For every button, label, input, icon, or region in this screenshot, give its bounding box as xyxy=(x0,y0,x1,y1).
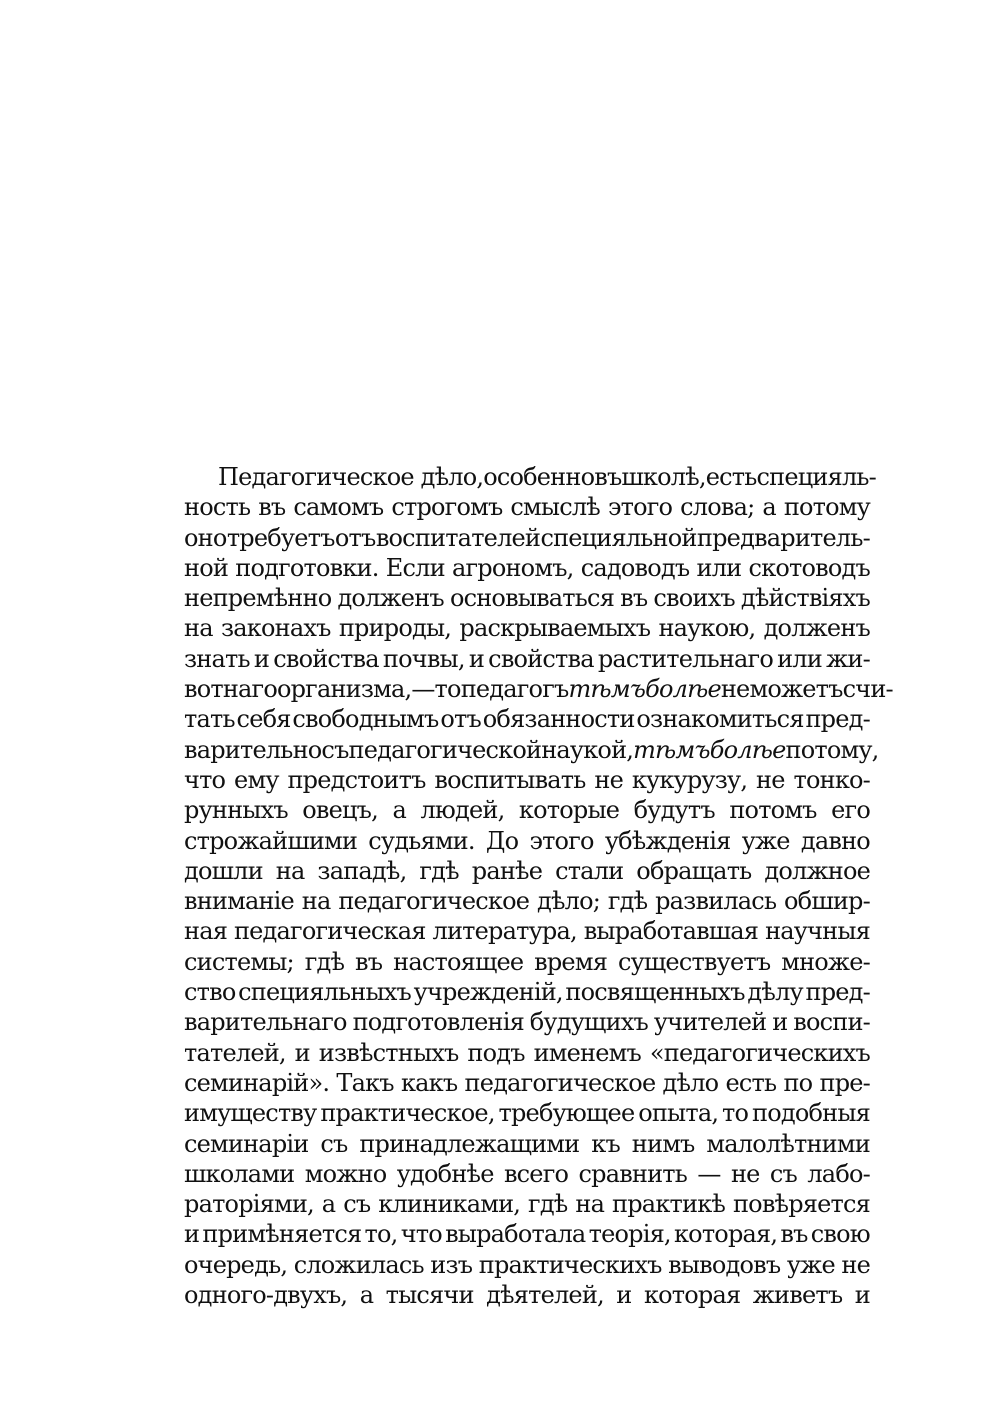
word: то, xyxy=(364,1220,398,1249)
word: отъ xyxy=(334,523,376,552)
word: есть xyxy=(725,1068,777,1097)
word: принадлежащими xyxy=(359,1129,580,1158)
word: непремѣнно xyxy=(184,584,332,613)
word: стали xyxy=(555,856,624,885)
word: пред- xyxy=(805,978,870,1007)
word: свободнымъ xyxy=(292,705,439,734)
word: именемъ xyxy=(533,1038,641,1067)
word: подобныя xyxy=(752,1099,870,1128)
word: пре- xyxy=(819,1068,870,1097)
word: съ xyxy=(769,1159,798,1188)
word: жи- xyxy=(826,644,870,673)
word: то xyxy=(722,1099,749,1128)
word: или xyxy=(696,553,742,582)
word: будутъ xyxy=(633,796,715,825)
word: Педагогическое дѣло, xyxy=(218,463,484,491)
word: особенно xyxy=(483,463,595,491)
word: учителей xyxy=(653,1008,767,1037)
word: убѣжденія xyxy=(604,826,731,855)
word: своихъ xyxy=(653,584,735,613)
word: предваритель- xyxy=(696,523,870,552)
word: свойства xyxy=(273,644,379,673)
text-line xyxy=(184,644,870,674)
word: этого xyxy=(529,826,594,855)
word: настоящее xyxy=(393,947,524,976)
word: — xyxy=(697,1159,721,1188)
word: подготовленія xyxy=(352,1008,524,1037)
text-line xyxy=(184,1129,870,1159)
word: гдѣ xyxy=(607,887,648,916)
word: строгомъ xyxy=(391,493,503,522)
word: воспитывать xyxy=(434,765,586,794)
word: Такъ xyxy=(336,1068,394,1097)
word: примѣняется xyxy=(202,1220,362,1249)
word: подъ xyxy=(467,1038,525,1067)
word: что xyxy=(400,1220,442,1249)
word: этого xyxy=(607,493,673,522)
word: въ xyxy=(355,947,383,976)
word: уже xyxy=(786,1250,835,1279)
word: воспи- xyxy=(793,1008,870,1037)
word: отъ xyxy=(440,705,481,734)
word: рунныхъ xyxy=(184,796,288,825)
word: ему xyxy=(234,765,279,794)
word: и xyxy=(468,644,485,673)
text-line xyxy=(184,1280,870,1310)
word: можно xyxy=(304,1159,387,1188)
text-line xyxy=(184,1219,870,1249)
word: практическихъ xyxy=(478,1250,662,1279)
text-line xyxy=(184,947,870,977)
word: педагогическое xyxy=(338,887,530,916)
word: овецъ, xyxy=(302,796,378,825)
text-line xyxy=(184,1038,870,1068)
word: а xyxy=(321,1190,336,1219)
word: какъ xyxy=(400,1068,458,1097)
word: нимъ xyxy=(631,1129,695,1158)
word: себя xyxy=(236,705,291,734)
word: а xyxy=(359,1281,374,1310)
word: и xyxy=(854,1281,870,1310)
word: къ xyxy=(591,1129,620,1158)
word: требуетъ xyxy=(226,523,335,552)
word: или xyxy=(777,644,822,673)
word: опыта, xyxy=(638,1099,719,1128)
word: не xyxy=(720,675,750,704)
word: варительнаго xyxy=(184,1008,347,1037)
word: изъ xyxy=(430,1250,473,1279)
word: научныя xyxy=(765,917,870,946)
word: педагогической xyxy=(348,735,542,764)
word: съ xyxy=(321,735,349,764)
word: природы, xyxy=(338,614,452,643)
word: почвы, xyxy=(382,644,465,673)
word: западѣ, xyxy=(317,856,407,885)
word: съ xyxy=(320,1129,348,1158)
text-line xyxy=(184,583,870,613)
word: системы; xyxy=(184,947,294,976)
word: «педагогическихъ xyxy=(649,1038,870,1067)
word: а xyxy=(762,493,776,522)
word: слова; xyxy=(680,493,755,522)
word: счи- xyxy=(842,675,893,704)
body-paragraph xyxy=(184,462,893,1310)
word: ство xyxy=(184,978,236,1007)
word: вотнаго xyxy=(184,675,277,704)
word: будущихъ xyxy=(529,1008,648,1037)
word: свойства xyxy=(488,644,594,673)
word: и xyxy=(772,1008,788,1037)
word: въ xyxy=(594,463,622,491)
word: развилась xyxy=(655,887,777,916)
word: учрежденій, xyxy=(413,978,563,1007)
word: тать xyxy=(184,705,235,734)
word: практическое, xyxy=(320,1099,495,1128)
word: на xyxy=(275,856,305,885)
word: требующее xyxy=(498,1099,635,1128)
word: существуетъ xyxy=(617,947,771,976)
text-line xyxy=(184,704,870,734)
word: малолѣтними xyxy=(706,1129,870,1158)
word: лабо- xyxy=(807,1159,870,1188)
text-line xyxy=(184,977,870,1007)
word: потому xyxy=(783,493,870,522)
word: въ xyxy=(780,1220,808,1249)
word: одного-двухъ, xyxy=(184,1281,348,1310)
text-line xyxy=(184,735,879,765)
italic-word: тѣмъ xyxy=(568,675,646,704)
word: судьями. xyxy=(368,826,475,855)
text-line xyxy=(184,916,870,946)
word: предстоитъ xyxy=(287,765,426,794)
word: строжайшими xyxy=(184,826,358,855)
word: которая xyxy=(643,1281,741,1310)
word: пред- xyxy=(805,705,870,734)
word: сложилась xyxy=(293,1250,424,1279)
word: обшир- xyxy=(784,887,870,916)
word: удобнѣе xyxy=(396,1159,494,1188)
word: посвященныхъ xyxy=(565,978,745,1007)
word: которая, xyxy=(673,1220,778,1249)
word: и xyxy=(184,1220,200,1249)
word: дѣлу xyxy=(747,978,803,1007)
word: воспитателей xyxy=(375,523,541,552)
word: клиниками, xyxy=(378,1190,521,1219)
word: можетъ xyxy=(749,675,843,704)
word: обращать xyxy=(636,856,752,885)
word: скотоводъ xyxy=(748,553,870,582)
word: и xyxy=(616,1281,632,1310)
word: которые xyxy=(518,796,620,825)
word: всего xyxy=(503,1159,569,1188)
word: не xyxy=(594,765,623,794)
word: тысячи xyxy=(385,1281,474,1310)
word: литература, xyxy=(432,917,577,946)
word: тонко- xyxy=(793,765,870,794)
word: раторіями, xyxy=(184,1190,314,1219)
word: практикѣ xyxy=(612,1190,726,1219)
text-line xyxy=(184,886,870,916)
word: подготовки. xyxy=(235,553,379,582)
word: педагогическое xyxy=(464,1068,656,1097)
word: гдѣ xyxy=(304,947,345,976)
text-line xyxy=(184,826,870,856)
text-line xyxy=(184,1189,870,1219)
word: ознакомиться xyxy=(636,705,804,734)
word: дѣло xyxy=(662,1068,719,1097)
word: основываться xyxy=(449,584,615,613)
word: педагогъ xyxy=(460,675,569,704)
word: раскрываемыхъ xyxy=(459,614,651,643)
word: ранѣе xyxy=(471,856,543,885)
word: потомъ xyxy=(729,796,817,825)
word: школами xyxy=(184,1159,295,1188)
text-line xyxy=(184,1159,870,1189)
word: что xyxy=(184,765,226,794)
word: семинарій». xyxy=(184,1068,330,1097)
italic-word: болѣе xyxy=(709,735,786,764)
word: школѣ, xyxy=(621,463,706,491)
word: и xyxy=(253,644,270,673)
word: организма,—то xyxy=(276,675,461,704)
word: оно xyxy=(184,523,227,552)
word: агрономъ, xyxy=(451,553,574,582)
word: время xyxy=(534,947,608,976)
text-line xyxy=(184,1068,870,1098)
word: До xyxy=(485,826,519,855)
word: самомъ xyxy=(293,493,384,522)
word: семинаріи xyxy=(184,1129,309,1158)
word: имуществу xyxy=(184,1099,317,1128)
text-line xyxy=(184,1098,870,1128)
word: потому, xyxy=(785,735,879,764)
word: обязанности xyxy=(482,705,635,734)
word: въ xyxy=(258,493,286,522)
text-line xyxy=(184,674,893,704)
word: ность xyxy=(184,493,251,522)
word: дошли xyxy=(184,856,263,885)
word: повѣряется xyxy=(732,1190,870,1219)
word: есть xyxy=(705,463,757,491)
word: множе- xyxy=(781,947,870,976)
word: ная xyxy=(184,917,228,946)
word: на xyxy=(301,887,331,916)
word: дѣятелей, xyxy=(486,1281,604,1310)
text-line xyxy=(184,492,870,522)
word: свою xyxy=(810,1220,870,1249)
text-line xyxy=(184,1007,870,1037)
word: не xyxy=(730,1159,760,1188)
word: на xyxy=(184,614,213,643)
word: тателей, xyxy=(184,1038,286,1067)
word: не xyxy=(841,1250,870,1279)
word: выработала xyxy=(445,1220,586,1249)
word: наукою, xyxy=(658,614,756,643)
text-line xyxy=(184,856,870,886)
word: гдѣ xyxy=(528,1190,568,1219)
text-line xyxy=(184,613,870,643)
word: специяльной xyxy=(540,523,697,552)
word: выработавшая xyxy=(583,917,759,946)
word: съ xyxy=(343,1190,371,1219)
word: а xyxy=(392,796,406,825)
text-line xyxy=(184,462,876,492)
word: педагогическая xyxy=(233,917,426,946)
word: кукурузу, xyxy=(631,765,748,794)
word: долженъ xyxy=(763,614,870,643)
word: въ xyxy=(620,584,648,613)
word: живетъ xyxy=(752,1281,843,1310)
word: теорія, xyxy=(588,1220,671,1249)
word: дѣйствiяхъ xyxy=(740,584,870,613)
word: и xyxy=(294,1038,310,1067)
word: знать xyxy=(184,644,250,673)
word: уже xyxy=(741,826,790,855)
word: Если xyxy=(385,553,445,582)
word: растительнаго xyxy=(597,644,773,673)
word: ной xyxy=(184,553,229,582)
text-line xyxy=(184,765,870,795)
word: долженъ xyxy=(337,584,444,613)
word: на xyxy=(575,1190,605,1219)
word: людей, xyxy=(420,796,505,825)
text-line xyxy=(184,1250,870,1280)
text-line xyxy=(184,795,870,825)
italic-word: болѣе xyxy=(645,675,721,704)
word: выводовъ xyxy=(668,1250,781,1279)
word: варительно xyxy=(184,735,322,764)
word: гдѣ xyxy=(419,856,459,885)
word: садоводъ xyxy=(580,553,690,582)
word: должное xyxy=(764,856,870,885)
word: специяль- xyxy=(756,463,876,491)
word: по xyxy=(783,1068,813,1097)
word: законахъ xyxy=(221,614,331,643)
word: извѣстныхъ xyxy=(318,1038,459,1067)
word: сравнить xyxy=(578,1159,688,1188)
word: не xyxy=(756,765,785,794)
word: наукой, xyxy=(541,735,634,764)
word: давно xyxy=(800,826,870,855)
text-line xyxy=(184,523,870,553)
word: его xyxy=(831,796,870,825)
word: дѣло; xyxy=(536,887,601,916)
word: смыслѣ xyxy=(510,493,600,522)
word: специяльныхъ xyxy=(238,978,411,1007)
text-line xyxy=(184,553,870,583)
italic-word: тѣмъ xyxy=(633,735,710,764)
word: очередь, xyxy=(184,1250,288,1279)
word: вниманіе xyxy=(184,887,294,916)
